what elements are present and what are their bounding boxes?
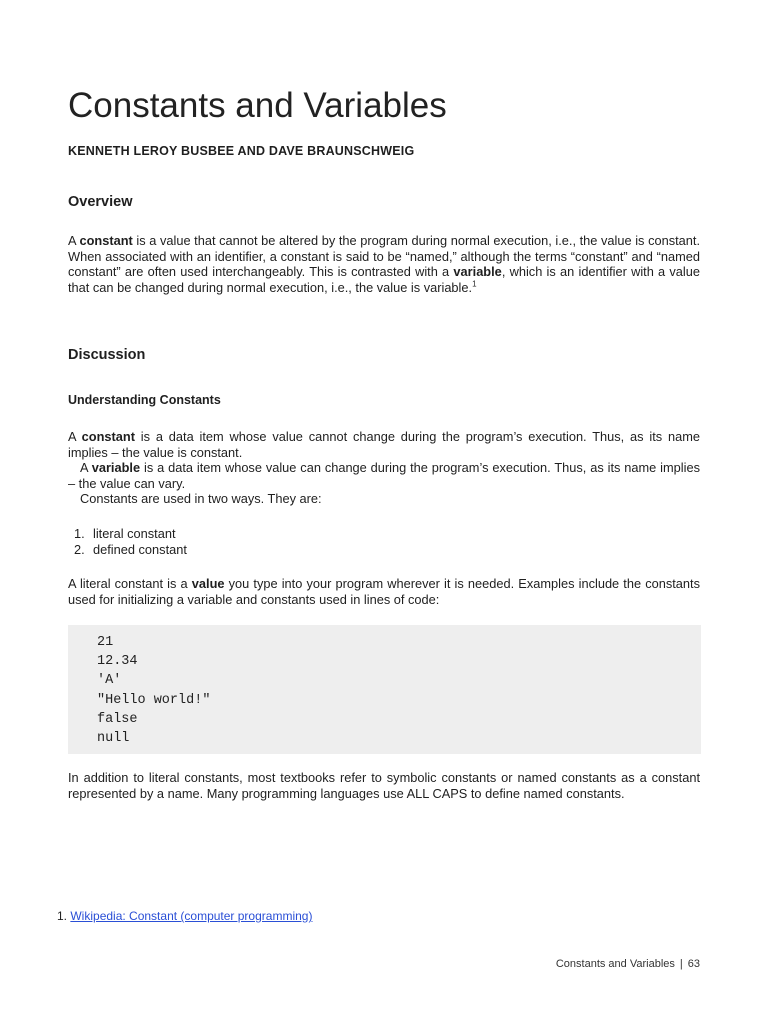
footer-separator: | (679, 958, 683, 970)
constant-types-list (68, 526, 187, 557)
footnote: 1. Wikipedia: Constant (computer programming) (57, 909, 313, 923)
list-item: 1. literal constant (74, 526, 176, 541)
code-block (68, 625, 701, 754)
page-footer (556, 958, 700, 970)
footnote-link[interactable]: Wikipedia: Constant (computer programming) (70, 909, 313, 923)
list-item: 2. defined constant (74, 541, 187, 557)
authors: KENNETH LEROY BUSBEE AND DAVE BRAUNSCHWEIG (68, 144, 415, 158)
discussion-heading: Discussion (68, 347, 146, 363)
code-text: 21 12.34 'A' "Hello world!" false null (97, 635, 211, 747)
symbolic-constants-paragraph: In addition to literal constants, most textbooks refer to symbolic constants or named constants as a constant represented by a name. Many programming languages use ALL CAPS to define named constants. (68, 770, 700, 801)
footnote-ref[interactable]: 1 (472, 279, 477, 289)
page-title: Constants and Variables (68, 86, 447, 125)
constant-definition: A constant is a data item whose value cannot change during the program’s execution. Thus, as its name implies – the value is constant. (68, 429, 700, 460)
overview-paragraph: A constant is a value that cannot be altered by the program during normal execution, i.e., the value is constant. When associated with an identifier, a constant is said to be “named,” although the terms “constant” and “named constant” are often used interchangeably. This is contrasted with a variable, which is an identifier with a value that can be changed during normal execution, i.e., the value is variable.$^1$ (68, 233, 701, 296)
footer-chapter: Constants and Variables (555, 958, 675, 970)
literal-constant-paragraph: A literal constant is a value you type into your program wherever it is needed. Examples include the constants used for initializing a variable and constants used in lines of code: (68, 576, 700, 607)
understanding-constants-heading: Understanding Constants (68, 393, 221, 407)
overview-heading: Overview (68, 194, 133, 210)
variable-definition: A variable is a data item whose value can change during the program’s execution. Thus, as its name implies – the value can vary. (68, 460, 701, 491)
constants-usage-intro: Constants are used in two ways. They are: (80, 491, 322, 506)
page-number: 63 (687, 958, 700, 970)
